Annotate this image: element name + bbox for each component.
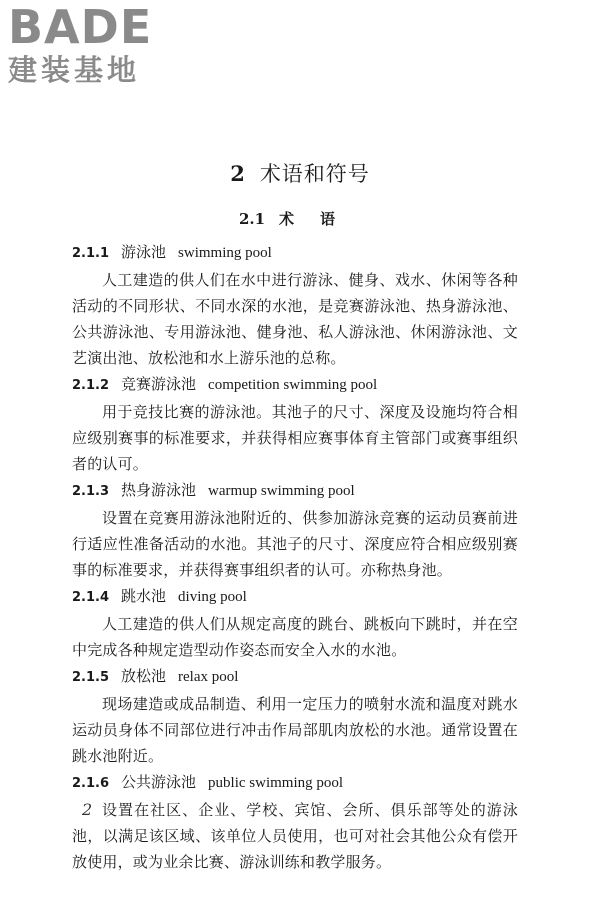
term-entry [72,663,518,769]
term-english: competition swimming pool [208,377,378,393]
chapter-title: 术语和符号 [259,162,370,186]
term-english: relax pool [178,669,239,685]
term-number: 2.1.3 [72,484,110,499]
term-chinese: 热身游泳池 [121,481,197,499]
term-entry [72,371,518,477]
term-chinese: 跳水池 [121,587,167,605]
term-heading [72,371,518,399]
term-entry [72,583,518,663]
logo-text-en: BADE [8,0,153,54]
watermark-logo [8,2,188,86]
term-definition: 用于竞技比赛的游泳池。其池子的尺寸、深度及设施均符合相应级别赛事的标准要求，并获得相应赛事体育主管部门或赛事组织者的认可。 [72,403,518,473]
term-entry [72,477,518,583]
term-heading [72,477,518,505]
term-entry [72,769,518,875]
page-number: 2 [82,800,93,819]
term-english: public swimming pool [208,775,344,791]
term-english: warmup swimming pool [208,483,355,499]
term-number: 2.1.2 [72,378,110,393]
chapter-number: 2 [230,161,246,186]
term-definition: 设置在竞赛用游泳池附近的、供参加游泳竞赛的运动员赛前进行适应性准备活动的水池。其池子的尺寸、深度应符合相应级别赛事的标准要求，并获得赛事组织者的认可。亦称热身池。 [72,509,518,579]
term-english: diving pool [178,589,247,605]
section-title: 术语 [279,210,362,228]
section-heading [0,208,600,229]
term-heading [72,583,518,611]
term-definition: 设置在社区、企业、学校、宾馆、会所、俱乐部等处的游泳池，以满足该区域、该单位人员使用，也可对社会其他公众有偿开放使用，或为业余比赛、游泳训练和教学服务。 [72,801,518,871]
term-heading [72,663,518,691]
term-chinese: 公共游泳池 [121,773,197,791]
term-heading [72,769,518,797]
term-entry [72,239,518,371]
section-number: 2.1 [238,210,266,228]
term-definition: 现场建造或成品制造、利用一定压力的喷射水流和温度对跳水运动员身体不同部位进行冲击作局部肌肉放松的水池。通常设置在跳水池附近。 [72,695,518,765]
term-number: 2.1.1 [72,246,110,261]
term-chinese: 竞赛游泳池 [121,375,197,393]
term-definition: 人工建造的供人们在水中进行游泳、健身、戏水、休闲等各种活动的不同形状、不同水深的水池，是竞赛游泳池、热身游泳池、公共游泳池、专用游泳池、健身池、私人游泳池、休闲游泳池、文艺演出池、放松池和水上游乐池的总称。 [72,271,518,367]
term-number: 2.1.5 [72,670,110,685]
chapter-heading [0,158,600,188]
term-number: 2.1.4 [72,590,110,605]
logo-text-cn: 建装基地 [8,53,141,87]
term-english: swimming pool [178,245,272,261]
term-heading [72,239,518,267]
term-chinese: 游泳池 [121,243,167,261]
term-chinese: 放松池 [121,667,167,685]
term-number: 2.1.6 [72,776,110,791]
term-definition: 人工建造的供人们从规定高度的跳台、跳板向下跳时，并在空中完成各种规定造型动作姿态而安全入水的水池。 [72,615,518,659]
terms-list [72,239,518,875]
